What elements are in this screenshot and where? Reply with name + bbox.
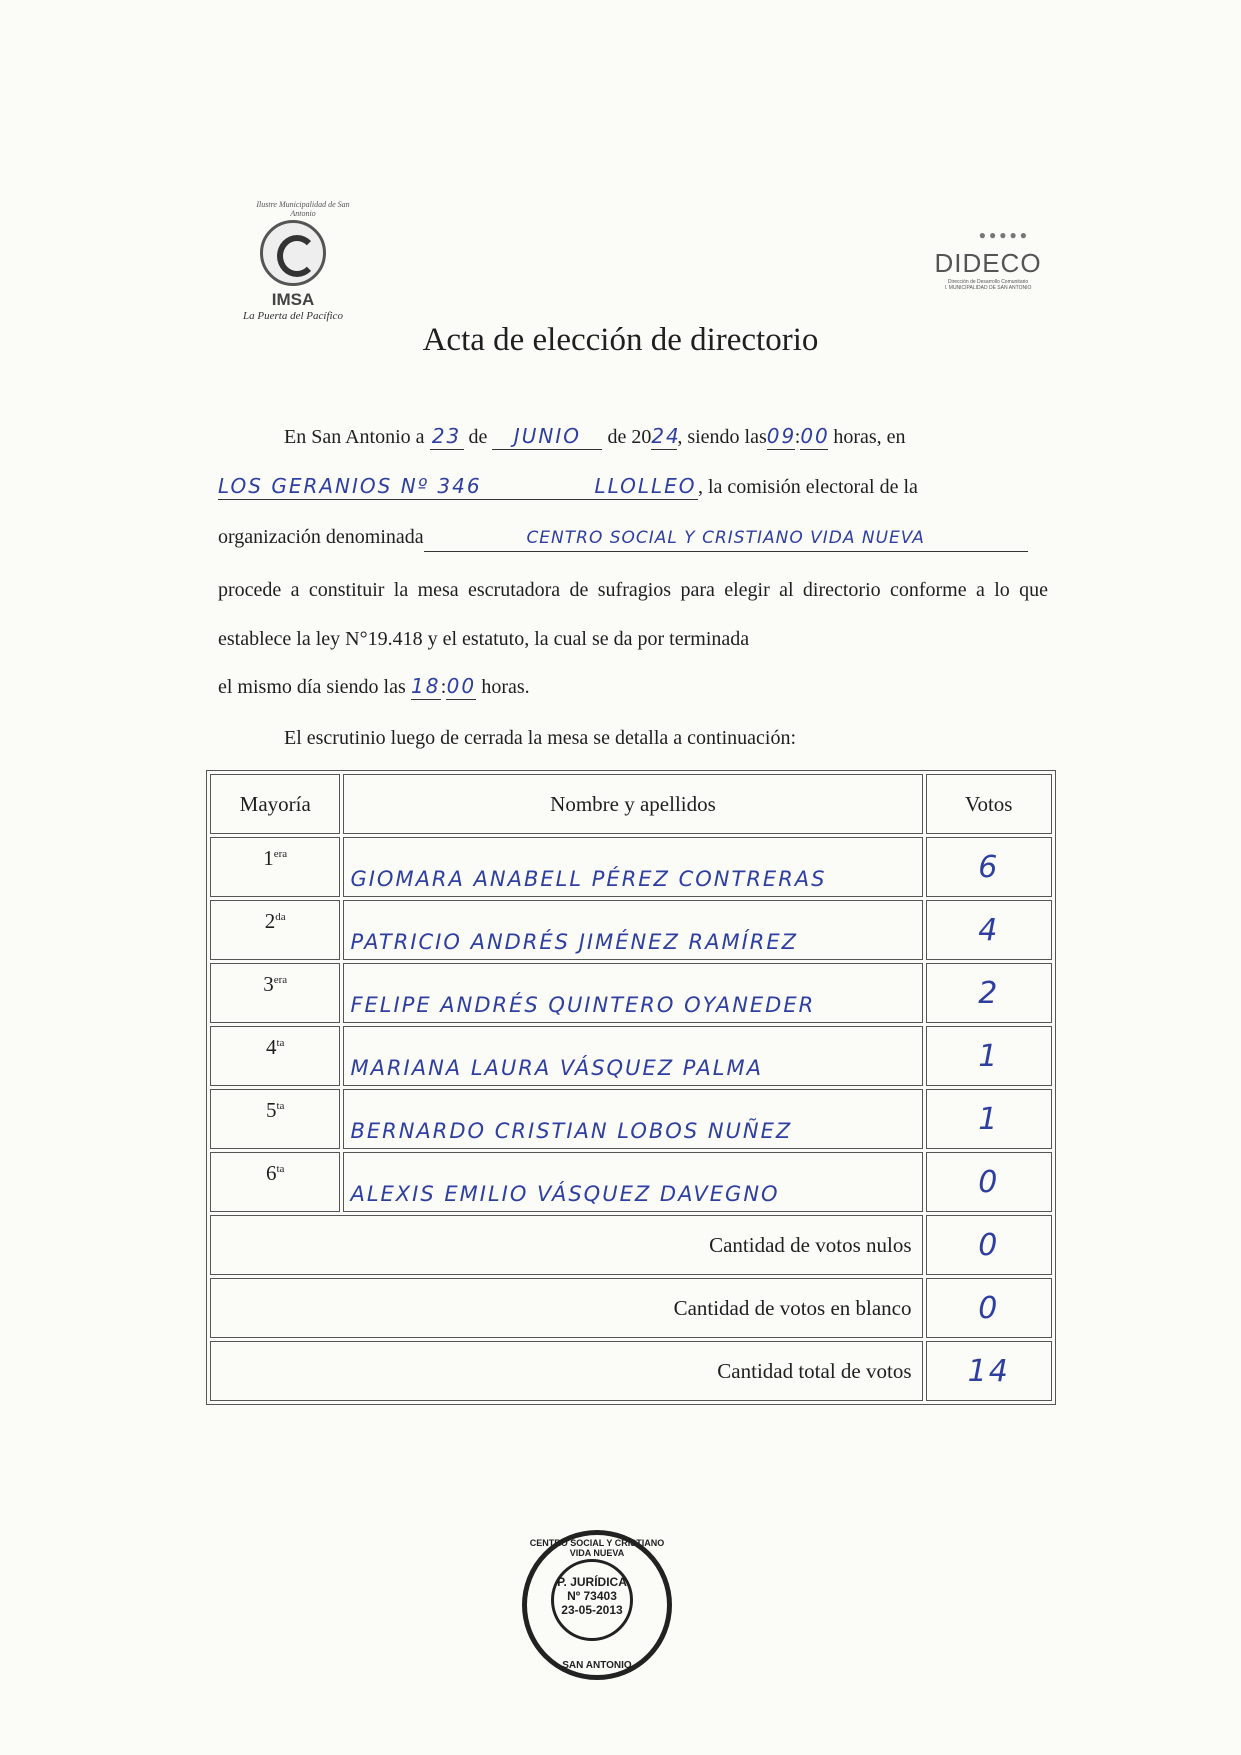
votes-cell: 2 bbox=[926, 963, 1052, 1023]
stamp-line-2: Nº 73403 bbox=[567, 1589, 617, 1603]
dideco-dots-icon: ●●●●● bbox=[978, 228, 1030, 242]
address-field: LOS GERANIOS Nº 346 bbox=[218, 473, 593, 500]
dideco-logo-name: DIDECO bbox=[934, 248, 1042, 278]
body-paragraph: procede a constituir la mesa escrutadora de sufragios para elegir al directorio conforme a lo que establece la ley N°19.418 y el estatuto, la cual se da por terminada bbox=[218, 579, 1048, 650]
name-cell: ALEXIS EMILIO VÁSQUEZ DAVEGNO bbox=[343, 1152, 922, 1212]
dideco-logo-subtitle2: I. MUNICIPALIDAD DE SAN ANTONIO bbox=[944, 285, 1032, 291]
organization-field: CENTRO SOCIAL Y CRISTIANO VIDA NUEVA bbox=[424, 525, 1028, 552]
text-fragment: , siendo las bbox=[677, 426, 767, 448]
header-line-end: el mismo día siendo las 18:00 horas. bbox=[218, 674, 530, 698]
votes-header: Votos bbox=[926, 774, 1052, 834]
votes-cell: 4 bbox=[926, 900, 1052, 960]
month-field: JUNIO bbox=[492, 423, 602, 450]
votes-cell: 6 bbox=[926, 837, 1052, 897]
rank-cell: $5^{ta}$ bbox=[210, 1089, 340, 1149]
end-hour-field: 18 bbox=[411, 674, 441, 698]
text-fragment: organización denominada bbox=[218, 526, 424, 548]
votes-cell: 0 bbox=[926, 1152, 1052, 1212]
imsa-logo bbox=[228, 200, 358, 322]
blank-votes-value: 0 bbox=[926, 1278, 1052, 1338]
name-cell: PATRICIO ANDRÉS JIMÉNEZ RAMÍREZ bbox=[343, 900, 922, 960]
blank-votes-label: Cantidad de votos en blanco bbox=[210, 1278, 923, 1338]
dideco-logo-subtitle: Dirección de Desarrollo Comunitario bbox=[947, 279, 1029, 285]
header-line-1: En San Antonio a 23 de JUNIO de 2024, siendo las09:00 horas, en bbox=[284, 424, 906, 448]
rank-cell: $2^{da}$ bbox=[210, 900, 340, 960]
null-votes-label: Cantidad de votos nulos bbox=[210, 1215, 923, 1275]
rank-header: Mayoría bbox=[210, 774, 340, 834]
text-fragment: horas. bbox=[481, 676, 530, 698]
stamp-line-1: P. JURÍDICA bbox=[557, 1575, 627, 1589]
day-field: 23 bbox=[430, 423, 464, 450]
rank-cell: $1^{era}$ bbox=[210, 837, 340, 897]
end-minute-field: 00 bbox=[446, 674, 477, 698]
imsa-seal-icon bbox=[260, 220, 326, 286]
table-row bbox=[210, 963, 1052, 1023]
rank-cell: $4^{ta}$ bbox=[210, 1026, 340, 1086]
null-votes-value: 0 bbox=[926, 1215, 1052, 1275]
scrutiny-intro: El escrutinio luego de cerrada la mesa se detalla a continuación: bbox=[284, 727, 797, 749]
total-votes-row bbox=[210, 1341, 1052, 1401]
name-cell: BERNARDO CRISTIAN LOBOS NUÑEZ bbox=[343, 1089, 922, 1149]
total-votes-value: 14 bbox=[926, 1341, 1052, 1401]
name-cell: GIOMARA ANABELL PÉREZ CONTRERAS bbox=[343, 837, 922, 897]
stamp-line-3: 23-05-2013 bbox=[561, 1603, 623, 1617]
text-fragment: de 20 bbox=[607, 426, 652, 448]
imsa-logo-arc-text: Ilustre Municipalidad de San Antonio bbox=[256, 200, 350, 218]
rank-cell: $3^{era}$ bbox=[210, 963, 340, 1023]
table-row bbox=[210, 1089, 1052, 1149]
page-title: Acta de elección de directorio bbox=[422, 322, 819, 358]
organization-stamp bbox=[522, 1530, 672, 1680]
blank-votes-row bbox=[210, 1278, 1052, 1338]
text-fragment: de bbox=[468, 426, 488, 448]
text-fragment: , la comisión electoral de la bbox=[698, 476, 918, 498]
header-line-2 bbox=[218, 470, 1048, 504]
header-line-3 bbox=[218, 520, 1048, 554]
results-table bbox=[206, 770, 1056, 1405]
votes-cell: 1 bbox=[926, 1089, 1052, 1149]
text-fragment: el mismo día siendo las bbox=[218, 676, 406, 698]
stamp-ring-bottom: SAN ANTONIO bbox=[562, 1660, 632, 1671]
year-field: 24 bbox=[651, 424, 681, 448]
votes-cell: 1 bbox=[926, 1026, 1052, 1086]
rank-cell: $6^{ta}$ bbox=[210, 1152, 340, 1212]
start-minute-field: 00 bbox=[800, 424, 830, 448]
name-cell: MARIANA LAURA VÁSQUEZ PALMA bbox=[343, 1026, 922, 1086]
imsa-logo-tagline: La Puerta del Pacífico bbox=[243, 310, 343, 322]
stamp-ring-top: CENTRO SOCIAL Y CRISTIANO VIDA NUEVA bbox=[529, 1538, 665, 1558]
dideco-logo bbox=[928, 228, 1048, 291]
table-header-row bbox=[210, 774, 1052, 834]
text-fragment: En San Antonio a bbox=[284, 426, 425, 448]
total-votes-label: Cantidad total de votos bbox=[210, 1341, 923, 1401]
table-row bbox=[210, 900, 1052, 960]
stamp-inner bbox=[551, 1559, 633, 1641]
null-votes-row bbox=[210, 1215, 1052, 1275]
table-row bbox=[210, 1026, 1052, 1086]
table-row bbox=[210, 1152, 1052, 1212]
name-header: Nombre y apellidos bbox=[343, 774, 922, 834]
imsa-logo-name: IMSA bbox=[271, 290, 315, 309]
start-hour-field: 09 bbox=[766, 424, 797, 448]
table-row bbox=[210, 837, 1052, 897]
text-fragment: horas, en bbox=[833, 426, 906, 448]
name-cell: FELIPE ANDRÉS QUINTERO OYANEDER bbox=[343, 963, 922, 1023]
place-field: LLOLLEO bbox=[594, 474, 697, 498]
